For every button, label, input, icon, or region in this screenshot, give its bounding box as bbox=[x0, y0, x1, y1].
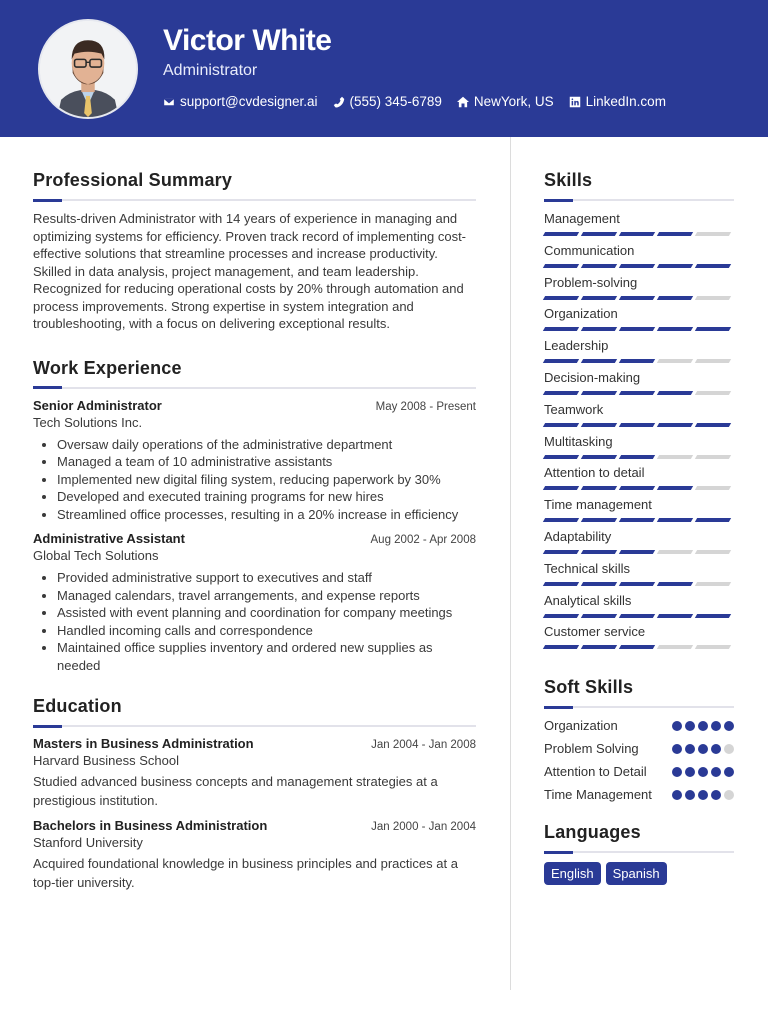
skill-level-segment bbox=[657, 582, 693, 586]
skill-item bbox=[544, 210, 734, 242]
skill-level-segment bbox=[581, 614, 617, 618]
skill-level-bar bbox=[544, 550, 734, 554]
rating-dot-icon bbox=[685, 744, 695, 754]
skill-label: Technical skills bbox=[544, 560, 630, 576]
skill-level-segment bbox=[695, 391, 731, 395]
skill-level-bar bbox=[544, 264, 734, 268]
skill-item bbox=[544, 305, 734, 337]
skill-label: Attention to detail bbox=[544, 465, 645, 481]
contact-location bbox=[457, 94, 554, 109]
job-title: Senior Administrator bbox=[33, 397, 162, 413]
skill-level-segment bbox=[619, 391, 655, 395]
skill-level-bar bbox=[544, 518, 734, 522]
skill-level-segment bbox=[695, 550, 731, 554]
job-bullets bbox=[57, 569, 476, 674]
soft-skill-label: Time Management bbox=[544, 787, 652, 803]
skill-label: Multitasking bbox=[544, 433, 613, 449]
skill-level-segment bbox=[657, 550, 693, 554]
skill-level-bar bbox=[544, 232, 734, 236]
skills-section bbox=[544, 170, 734, 655]
skill-level-segment bbox=[543, 614, 579, 618]
skill-level-segment bbox=[581, 455, 617, 459]
rating-dot-icon bbox=[698, 790, 708, 800]
education-description: Studied advanced business concepts and management strategies at a prestigious institution. bbox=[33, 774, 438, 808]
candidate-name: Victor White bbox=[163, 24, 332, 57]
rating-dot-icon bbox=[698, 744, 708, 754]
contact-email-text: support@cvdesigner.ai bbox=[180, 94, 318, 109]
skill-level-bar bbox=[544, 645, 734, 649]
soft-skills-section bbox=[544, 677, 734, 804]
skill-label: Decision-making bbox=[544, 369, 641, 385]
education-section bbox=[33, 696, 476, 892]
skill-item bbox=[544, 274, 734, 306]
education-entry bbox=[33, 736, 476, 810]
language-tag: English bbox=[544, 862, 601, 885]
contact-linkedin[interactable] bbox=[569, 94, 666, 109]
rating-dot-icon bbox=[672, 744, 682, 754]
section-rule bbox=[33, 387, 476, 389]
job-title: Administrative Assistant bbox=[33, 531, 185, 546]
skill-label: Problem-solving bbox=[544, 274, 638, 290]
skill-level-segment bbox=[657, 518, 693, 522]
soft-skill-label: Problem Solving bbox=[544, 741, 639, 757]
skill-level-segment bbox=[695, 614, 731, 618]
skill-level-segment bbox=[657, 296, 693, 300]
skill-level-segment bbox=[543, 423, 579, 427]
skill-level-segment bbox=[657, 486, 693, 490]
section-rule bbox=[544, 199, 734, 201]
job-bullets bbox=[57, 436, 476, 524]
rating-dot-icon bbox=[685, 767, 695, 777]
section-title-summary: Professional Summary bbox=[33, 170, 233, 190]
skill-level-segment bbox=[543, 550, 579, 554]
languages-section bbox=[544, 822, 734, 885]
degree-title: Bachelors in Business Administration bbox=[33, 818, 268, 833]
skill-level-bar bbox=[544, 423, 734, 427]
skill-level-bar bbox=[544, 359, 734, 363]
job-date: Aug 2002 - Apr 2008 bbox=[370, 534, 476, 546]
skill-level-segment bbox=[657, 455, 693, 459]
soft-skill-item bbox=[544, 763, 734, 781]
contact-list bbox=[163, 94, 666, 109]
job-bullet: • Managed calendars, travel arrangements, and expense reports bbox=[57, 587, 476, 605]
skill-level-segment bbox=[543, 486, 579, 490]
section-title-experience: Work Experience bbox=[33, 357, 182, 378]
skill-item bbox=[544, 369, 734, 401]
rating-dot-icon bbox=[711, 790, 721, 800]
skill-level-bar bbox=[544, 327, 734, 331]
section-rule bbox=[544, 851, 734, 853]
skill-level-segment bbox=[581, 232, 617, 236]
experience-section bbox=[33, 358, 476, 675]
section-rule bbox=[33, 199, 476, 201]
job-entry bbox=[33, 398, 476, 524]
skill-level-segment bbox=[695, 455, 731, 459]
job-entry bbox=[33, 531, 476, 674]
job-bullet: • Maintained office supplies inventory and ordered new supplies as needed bbox=[57, 639, 476, 674]
skill-level-segment bbox=[619, 327, 655, 331]
resume-header bbox=[0, 0, 768, 137]
skill-level-segment bbox=[581, 423, 617, 427]
skill-label: Adaptability bbox=[544, 528, 612, 544]
skill-level-segment bbox=[657, 645, 693, 649]
skill-level-segment bbox=[581, 391, 617, 395]
education-entry bbox=[33, 818, 476, 892]
skill-level-bar bbox=[544, 486, 734, 490]
skill-level-segment bbox=[619, 264, 655, 268]
skill-level-segment bbox=[581, 518, 617, 522]
education-description: Acquired foundational knowledge in business principles and practices at a top-tier university. bbox=[33, 856, 458, 890]
rating-dot-icon bbox=[711, 744, 721, 754]
linkedin-icon bbox=[569, 96, 581, 108]
rating-dot-icon bbox=[711, 721, 721, 731]
school-name: Stanford University bbox=[33, 835, 143, 850]
skill-level-segment bbox=[619, 614, 655, 618]
section-title-soft-skills: Soft Skills bbox=[544, 677, 634, 698]
contact-phone[interactable] bbox=[333, 94, 442, 109]
skill-item bbox=[544, 464, 734, 496]
skill-level-segment bbox=[695, 327, 731, 331]
contact-linkedin-text: LinkedIn.com bbox=[585, 94, 666, 109]
skill-level-segment bbox=[695, 518, 731, 522]
home-icon bbox=[457, 96, 469, 108]
job-bullet: • Oversaw daily operations of the administrative department bbox=[57, 436, 476, 454]
skill-level-segment bbox=[619, 455, 655, 459]
soft-skill-item bbox=[544, 717, 734, 735]
skill-item bbox=[544, 592, 734, 624]
summary-section bbox=[33, 170, 476, 333]
rating-dot-icon bbox=[724, 721, 734, 731]
rating-dot-icon bbox=[724, 790, 734, 800]
skill-level-bar bbox=[544, 391, 734, 395]
soft-skill-label: Attention to Detail bbox=[544, 764, 647, 780]
skill-level-segment bbox=[581, 264, 617, 268]
soft-skill-item bbox=[544, 786, 734, 804]
skill-level-segment bbox=[657, 359, 693, 363]
skill-level-segment bbox=[543, 455, 579, 459]
skill-level-segment bbox=[581, 645, 617, 649]
skill-level-segment bbox=[543, 264, 579, 268]
skill-level-segment bbox=[543, 359, 579, 363]
education-date: Jan 2000 - Jan 2004 bbox=[371, 821, 476, 833]
job-bullet: • Managed a team of 10 administrative assistants bbox=[57, 453, 476, 471]
skill-level-segment bbox=[619, 550, 655, 554]
skill-level-segment bbox=[657, 614, 693, 618]
skill-level-segment bbox=[695, 264, 731, 268]
rating-dot-icon bbox=[672, 790, 682, 800]
skill-level-segment bbox=[581, 550, 617, 554]
skill-label: Organization bbox=[544, 306, 618, 322]
soft-skill-item bbox=[544, 740, 734, 758]
job-bullet: • Handled incoming calls and correspondence bbox=[57, 622, 476, 640]
rating-dot-icon bbox=[711, 767, 721, 777]
rating-dot-icon bbox=[672, 767, 682, 777]
skill-level-segment bbox=[695, 359, 731, 363]
soft-skill-rating bbox=[672, 721, 734, 731]
skill-level-segment bbox=[619, 359, 655, 363]
skill-level-segment bbox=[619, 645, 655, 649]
skill-level-segment bbox=[619, 296, 655, 300]
rating-dot-icon bbox=[685, 721, 695, 731]
person-portrait-icon bbox=[40, 21, 136, 117]
skill-item bbox=[544, 496, 734, 528]
skill-level-bar bbox=[544, 296, 734, 300]
sidebar-column bbox=[544, 170, 734, 885]
skill-item bbox=[544, 528, 734, 560]
skill-level-segment bbox=[695, 486, 731, 490]
skill-level-segment bbox=[657, 264, 693, 268]
section-rule bbox=[33, 725, 476, 727]
job-bullet: • Provided administrative support to executives and staff bbox=[57, 569, 476, 587]
skill-level-segment bbox=[657, 423, 693, 427]
soft-skill-rating bbox=[672, 790, 734, 800]
skill-level-segment bbox=[543, 296, 579, 300]
rating-dot-icon bbox=[672, 721, 682, 731]
skill-item bbox=[544, 433, 734, 465]
skill-level-segment bbox=[657, 232, 693, 236]
skill-level-bar bbox=[544, 455, 734, 459]
skill-item bbox=[544, 337, 734, 369]
skill-level-segment bbox=[657, 391, 693, 395]
skill-level-segment bbox=[619, 232, 655, 236]
summary-text: Results-driven Administrator with 14 years of experience in managing and optimizing systems for efficiency. Proven track record of implementing cost-effective solutions that streamline processes and increase productivity. Skilled in data analysis, project management, and team leadership. Recognized for reducing operational costs by 20% through automation and process improvements. Strong expertise in system integration and troubleshooting, with a focus on delivering exceptional results. bbox=[33, 211, 467, 331]
job-company: Tech Solutions Inc. bbox=[33, 414, 143, 430]
skill-level-segment bbox=[695, 232, 731, 236]
skill-level-segment bbox=[581, 359, 617, 363]
skill-label: Teamwork bbox=[544, 401, 604, 417]
skill-level-segment bbox=[543, 391, 579, 395]
skill-level-segment bbox=[619, 518, 655, 522]
skill-level-bar bbox=[544, 582, 734, 586]
skill-level-segment bbox=[657, 327, 693, 331]
skill-level-segment bbox=[581, 296, 617, 300]
skill-level-segment bbox=[619, 423, 655, 427]
skill-level-segment bbox=[619, 582, 655, 586]
section-title-skills: Skills bbox=[544, 170, 593, 190]
soft-skill-rating bbox=[672, 767, 734, 777]
main-column bbox=[33, 170, 476, 892]
skill-level-segment bbox=[543, 645, 579, 649]
soft-skill-label: Organization bbox=[544, 718, 618, 734]
rating-dot-icon bbox=[698, 767, 708, 777]
job-bullet: • Streamlined office processes, resulting in a 20% increase in efficiency bbox=[57, 506, 476, 524]
skill-label: Leadership bbox=[544, 338, 609, 354]
candidate-title: Administrator bbox=[163, 62, 258, 79]
skill-level-segment bbox=[695, 582, 731, 586]
languages-list bbox=[544, 862, 734, 885]
job-bullet: • Assisted with event planning and coordination for company meetings bbox=[57, 604, 476, 622]
language-tag: Spanish bbox=[606, 862, 667, 885]
rating-dot-icon bbox=[724, 767, 734, 777]
section-title-education: Education bbox=[33, 696, 122, 716]
school-name: Harvard Business School bbox=[33, 753, 179, 768]
skill-label: Communication bbox=[544, 242, 635, 258]
job-company: Global Tech Solutions bbox=[33, 548, 159, 563]
skills-list bbox=[544, 210, 734, 655]
contact-phone-text: (555) 345-6789 bbox=[349, 94, 442, 109]
skill-item bbox=[544, 242, 734, 274]
skill-label: Analytical skills bbox=[544, 592, 632, 608]
rating-dot-icon bbox=[685, 790, 695, 800]
job-bullet: • Developed and executed training programs for new hires bbox=[57, 488, 476, 506]
phone-icon bbox=[333, 96, 345, 108]
skill-level-segment bbox=[695, 296, 731, 300]
envelope-icon bbox=[163, 96, 175, 108]
skill-label: Management bbox=[544, 211, 620, 226]
job-date: May 2008 - Present bbox=[375, 400, 476, 413]
skill-level-segment bbox=[695, 645, 731, 649]
skill-level-segment bbox=[581, 486, 617, 490]
skill-level-segment bbox=[543, 232, 579, 236]
skill-level-segment bbox=[543, 327, 579, 331]
profile-photo bbox=[38, 19, 138, 119]
skill-label: Customer service bbox=[544, 624, 646, 640]
skill-level-segment bbox=[543, 582, 579, 586]
skill-level-segment bbox=[543, 518, 579, 522]
contact-location-text: NewYork, US bbox=[473, 94, 554, 109]
job-bullet: • Implemented new digital filing system, reducing paperwork by 30% bbox=[57, 471, 476, 489]
rating-dot-icon bbox=[724, 744, 734, 754]
education-date: Jan 2004 - Jan 2008 bbox=[371, 739, 476, 751]
skill-level-segment bbox=[581, 327, 617, 331]
skill-label: Time management bbox=[544, 497, 652, 513]
degree-title: Masters in Business Administration bbox=[33, 736, 254, 751]
section-title-languages: Languages bbox=[544, 822, 641, 843]
skill-item bbox=[544, 401, 734, 433]
soft-skill-rating bbox=[672, 744, 734, 754]
section-rule bbox=[544, 706, 734, 708]
skill-level-segment bbox=[695, 423, 731, 427]
skill-level-segment bbox=[581, 582, 617, 586]
skill-item bbox=[544, 623, 734, 655]
column-divider bbox=[510, 137, 511, 990]
rating-dot-icon bbox=[698, 721, 708, 731]
skill-level-bar bbox=[544, 614, 734, 618]
skill-level-segment bbox=[619, 486, 655, 490]
soft-skills-list bbox=[544, 717, 734, 804]
skill-item bbox=[544, 560, 734, 592]
contact-email[interactable] bbox=[163, 94, 318, 109]
